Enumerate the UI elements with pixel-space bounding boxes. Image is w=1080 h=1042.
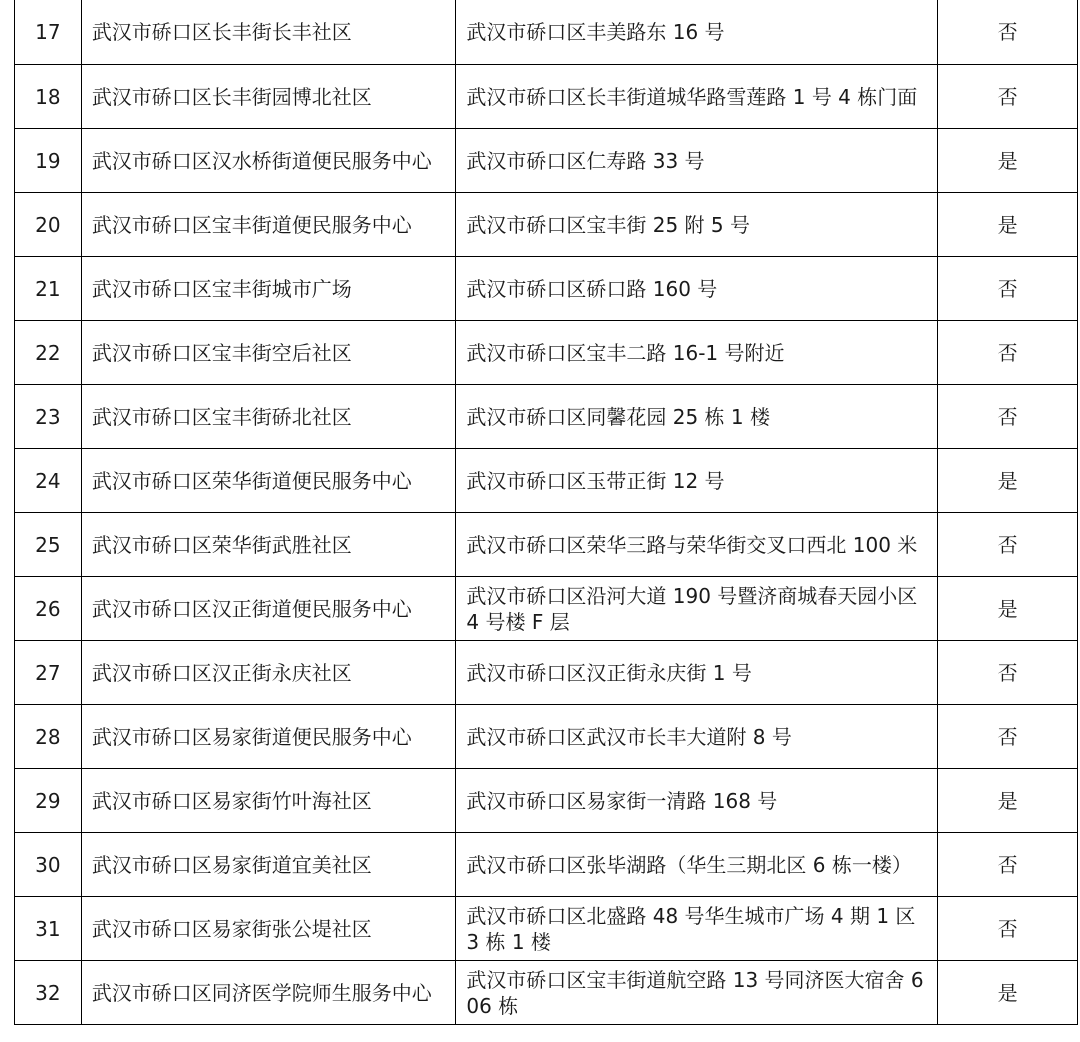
address-cell: 武汉市硚口区同馨花园 25 栋 1 楼 <box>456 385 938 449</box>
address-cell: 武汉市硚口区长丰街道城华路雪莲路 1 号 4 栋门面 <box>456 65 938 129</box>
location-name-cell: 武汉市硚口区宝丰街道便民服务中心 <box>81 193 456 257</box>
status-flag-cell: 否 <box>938 705 1078 769</box>
status-flag-cell: 否 <box>938 513 1078 577</box>
row-number-cell: 25 <box>15 513 82 577</box>
status-flag-cell: 是 <box>938 577 1078 641</box>
location-name-cell: 武汉市硚口区宝丰街空后社区 <box>81 321 456 385</box>
location-name-cell: 武汉市硚口区汉正街永庆社区 <box>81 641 456 705</box>
status-flag-cell: 否 <box>938 65 1078 129</box>
status-flag-cell: 是 <box>938 129 1078 193</box>
status-flag-cell: 否 <box>938 257 1078 321</box>
location-name-cell: 武汉市硚口区长丰街长丰社区 <box>81 0 456 65</box>
address-cell: 武汉市硚口区玉带正街 12 号 <box>456 449 938 513</box>
address-cell: 武汉市硚口区汉正街永庆街 1 号 <box>456 641 938 705</box>
location-name-cell: 武汉市硚口区易家街张公堤社区 <box>81 897 456 961</box>
status-flag-cell: 否 <box>938 833 1078 897</box>
table-row <box>15 193 1078 257</box>
location-name-cell: 武汉市硚口区同济医学院师生服务中心 <box>81 961 456 1025</box>
table-row <box>15 577 1078 641</box>
status-flag-cell: 否 <box>938 321 1078 385</box>
location-name-cell: 武汉市硚口区易家街道便民服务中心 <box>81 705 456 769</box>
row-number-cell: 18 <box>15 65 82 129</box>
location-name-cell: 武汉市硚口区荣华街武胜社区 <box>81 513 456 577</box>
status-flag-cell: 否 <box>938 0 1078 65</box>
table-body <box>15 0 1078 1025</box>
address-cell: 武汉市硚口区张毕湖路（华生三期北区 6 栋一楼） <box>456 833 938 897</box>
row-number-cell: 22 <box>15 321 82 385</box>
table-row <box>15 769 1078 833</box>
row-number-cell: 17 <box>15 0 82 65</box>
row-number-cell: 21 <box>15 257 82 321</box>
location-name-cell: 武汉市硚口区易家街道宜美社区 <box>81 833 456 897</box>
status-flag-cell: 是 <box>938 449 1078 513</box>
address-cell: 武汉市硚口区沿河大道 190 号暨济商城春天园小区 4 号楼 F 层 <box>456 577 938 641</box>
table-row <box>15 385 1078 449</box>
status-flag-cell: 否 <box>938 897 1078 961</box>
address-cell: 武汉市硚口区宝丰街 25 附 5 号 <box>456 193 938 257</box>
table-row <box>15 897 1078 961</box>
table-row <box>15 321 1078 385</box>
table-row <box>15 449 1078 513</box>
table-row <box>15 129 1078 193</box>
address-cell: 武汉市硚口区仁寿路 33 号 <box>456 129 938 193</box>
service-location-table <box>14 0 1078 1025</box>
table-row <box>15 65 1078 129</box>
location-name-cell: 武汉市硚口区宝丰街城市广场 <box>81 257 456 321</box>
row-number-cell: 30 <box>15 833 82 897</box>
row-number-cell: 24 <box>15 449 82 513</box>
table-row <box>15 641 1078 705</box>
address-cell: 武汉市硚口区宝丰街道航空路 13 号同济医大宿舍 606 栋 <box>456 961 938 1025</box>
status-flag-cell: 否 <box>938 641 1078 705</box>
table-row <box>15 257 1078 321</box>
table-row <box>15 833 1078 897</box>
address-cell: 武汉市硚口区北盛路 48 号华生城市广场 4 期 1 区 3 栋 1 楼 <box>456 897 938 961</box>
table-row <box>15 705 1078 769</box>
row-number-cell: 32 <box>15 961 82 1025</box>
location-name-cell: 武汉市硚口区易家街竹叶海社区 <box>81 769 456 833</box>
row-number-cell: 29 <box>15 769 82 833</box>
address-cell: 武汉市硚口区荣华三路与荣华街交叉口西北 100 米 <box>456 513 938 577</box>
location-name-cell: 武汉市硚口区汉水桥街道便民服务中心 <box>81 129 456 193</box>
row-number-cell: 19 <box>15 129 82 193</box>
row-number-cell: 31 <box>15 897 82 961</box>
status-flag-cell: 是 <box>938 769 1078 833</box>
table-row <box>15 513 1078 577</box>
location-name-cell: 武汉市硚口区汉正街道便民服务中心 <box>81 577 456 641</box>
location-name-cell: 武汉市硚口区长丰街园博北社区 <box>81 65 456 129</box>
location-name-cell: 武汉市硚口区荣华街道便民服务中心 <box>81 449 456 513</box>
address-cell: 武汉市硚口区硚口路 160 号 <box>456 257 938 321</box>
address-cell: 武汉市硚口区宝丰二路 16-1 号附近 <box>456 321 938 385</box>
status-flag-cell: 是 <box>938 961 1078 1025</box>
row-number-cell: 28 <box>15 705 82 769</box>
table-row <box>15 0 1078 65</box>
address-cell: 武汉市硚口区武汉市长丰大道附 8 号 <box>456 705 938 769</box>
location-name-cell: 武汉市硚口区宝丰街硚北社区 <box>81 385 456 449</box>
row-number-cell: 26 <box>15 577 82 641</box>
table-row <box>15 961 1078 1025</box>
address-cell: 武汉市硚口区易家街一清路 168 号 <box>456 769 938 833</box>
row-number-cell: 23 <box>15 385 82 449</box>
address-cell: 武汉市硚口区丰美路东 16 号 <box>456 0 938 65</box>
status-flag-cell: 是 <box>938 193 1078 257</box>
row-number-cell: 27 <box>15 641 82 705</box>
row-number-cell: 20 <box>15 193 82 257</box>
status-flag-cell: 否 <box>938 385 1078 449</box>
